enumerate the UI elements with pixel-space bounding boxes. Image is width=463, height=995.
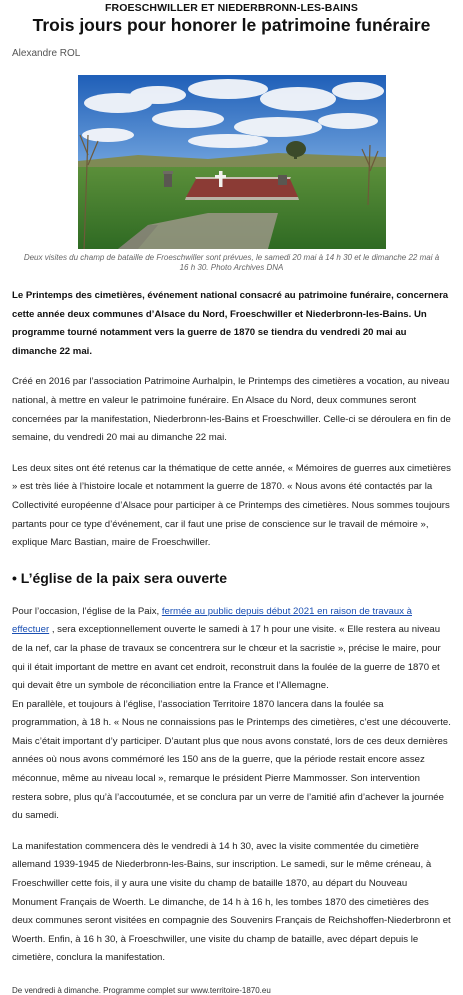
paragraph-1: Créé en 2016 par l’association Patrimoine Aurhalpin, le Printemps des cimetières a vocation, au niveau national, à mettre en valeur le patrimoine funéraire. En Alsace du Nord, deux communes seront concernées par la manifestation, Niederbronn-les-Bains et Froeschwiller. Celle-ci se déroulera en fin de semaine, du vendredi 20 mai au dimanche 22 mai. — [12, 376, 451, 444]
cemetery-photo-illustration — [78, 75, 386, 249]
paragraph-3-text-before: Pour l’occasion, l’église de la Paix, — [12, 605, 162, 617]
article-lead: Le Printemps des cimetières, événement national consacré au patrimoine funéraire, concernera cette année deux communes d’Alsace du Nord, Froeschwiller et Niederbronn-les-Bains. Un programme tourné notamment vers la guerre de 1870 se tiendra du vendredi 20 mai au dimanche 22 mai. — [12, 290, 449, 357]
article-title: Trois jours pour honorer le patrimoine funéraire — [32, 15, 431, 35]
article-photo — [78, 75, 386, 249]
paragraph-2: Les deux sites ont été retenus car la thématique de cette année, « Mémoires de guerres aux cimetières » est très liée à l’histoire locale et notamment la guerre de 1870. « Nous avons été contactés par la Collectivité européenne d’Alsace pour participer à ce Printemps des cimetières. Nous sommes toujours partants pour ce type d’événement, car il faut une prise de conscience sur le travail de mémoire », explique Marc Bastian, maire de Froeschwiller. — [12, 462, 451, 549]
paragraph-3-text-after: , sera exceptionnellement ouverte le samedi à 17 h pour une visite. « Elle restera au niveau de la nef, car la phase de travaux se concentrera sur le chœur et la sacristie », précise le maire, pour qui il était important de mettre en avant cet endroit, reconstruit dans la foulée de la guerre de 1870 et qui devait être un symbole de réconciliation entre la France et l’Allemagne. — [12, 624, 441, 692]
article-kicker: FROESCHWILLER ET NIEDERBRONN-LES-BAINS — [105, 2, 358, 14]
article-footer: De vendredi à dimanche. Programme complet sur www.territoire-1870.eu — [12, 986, 271, 995]
section-subheading: • L’église de la paix sera ouverte — [12, 569, 228, 586]
paragraph-4: En parallèle, et toujours à l’église, l’association Territoire 1870 lancera dans la foulée sa programmation, à 18 h. « Nous ne connaissions pas le Printemps des cimetières, c’est une découverte. Mais c’était important d’y participer. D’autant plus que nous avons constaté, lors de ces deux dernières années où nous avons commémoré les 150 ans de la guerre, que la période restait encore assez méconnue, même au niveau local », remarque le président Pierre Mammosser. Son intervention restera sobre, plus qu’à l’accoutumée, et se conclura par un verre de l’amitié afin d’achever la journée du samedi. — [12, 698, 451, 822]
travaux-article-link[interactable]: fermée au public depuis début 2021 en raison de travaux à effectuer — [12, 605, 412, 636]
photo-caption: Deux visites du champ de bataille de Froeschwiller sont prévues, le samedi 20 mai à 14 h 30 et le dimanche 22 mai à 16 h 30. Photo Archives DNA — [23, 253, 440, 272]
paragraph-5: La manifestation commencera dès le vendredi à 14 h 30, avec la visite commentée du cimetière allemand 1939-1945 de Niederbronn-les-Bains, sur inscription. Le samedi, sur le même créneau, à Froeschwiller cette fois, il y aura une visite du champ de bataille 1870, au départ du Nouveau Monument Français de Woerth. Le dimanche, de 14 h à 16 h, les tombes 1870 des cimetières des deux communes seront visitées en compagnie des Souvenirs Français de Reichshoffen-Niederbronn et Woerth. Enfin, à 16 h 30, à Froeschwiller, une visite du champ de bataille, avec départ depuis le cimetière, conclura la manifestation. — [12, 840, 451, 964]
paragraph-3 — [12, 603, 451, 696]
article-author: Alexandre ROL — [12, 48, 81, 59]
